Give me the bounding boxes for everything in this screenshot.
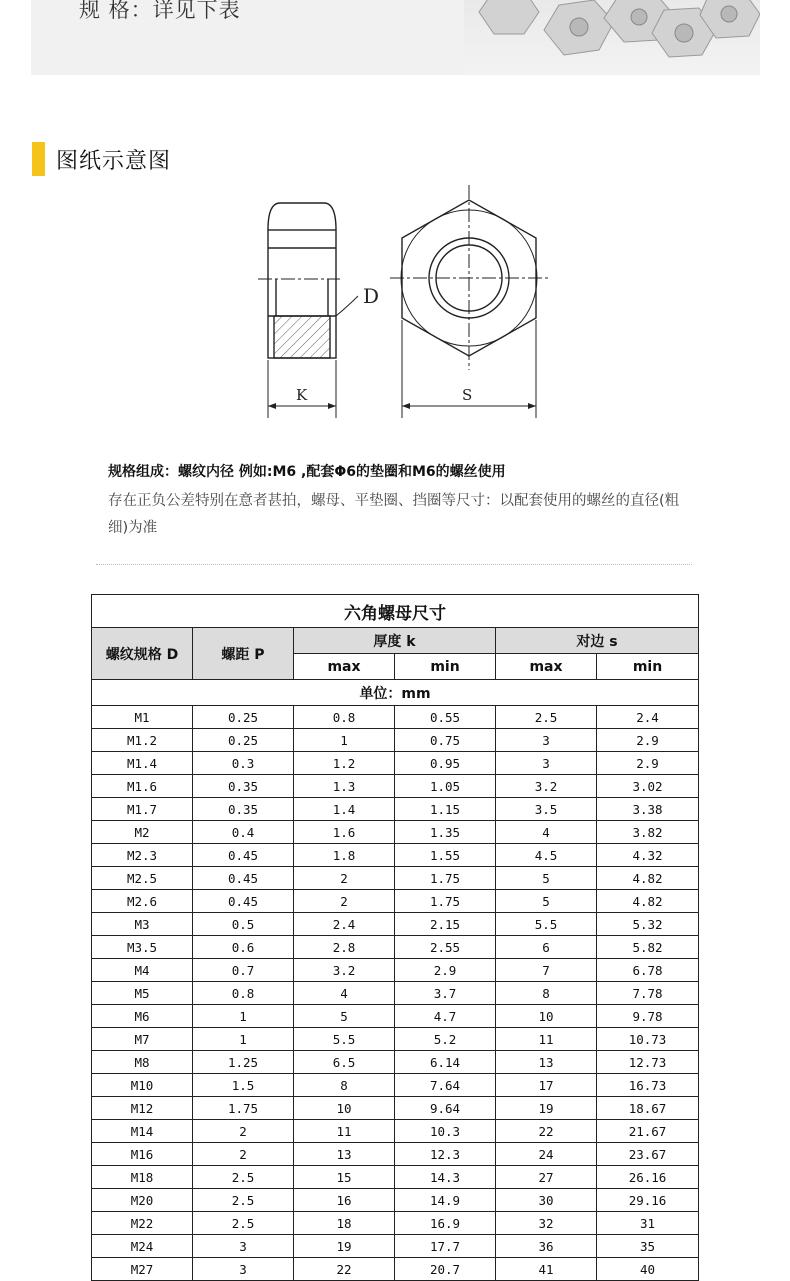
table-cell: 4.32 bbox=[597, 844, 699, 867]
table-cell: 0.8 bbox=[193, 982, 294, 1005]
table-cell: 35 bbox=[597, 1235, 699, 1258]
table-cell: 2 bbox=[294, 867, 395, 890]
table-cell: M2 bbox=[92, 821, 193, 844]
table-cell: 5.5 bbox=[496, 913, 597, 936]
table-cell: 5.5 bbox=[294, 1028, 395, 1051]
table-cell: 15 bbox=[294, 1166, 395, 1189]
table-cell: 10.73 bbox=[597, 1028, 699, 1051]
table-row bbox=[92, 982, 699, 1005]
table-cell: 4.82 bbox=[597, 890, 699, 913]
table-cell: 0.45 bbox=[193, 844, 294, 867]
table-cell: M6 bbox=[92, 1005, 193, 1028]
table-cell: 12.3 bbox=[395, 1143, 496, 1166]
table-cell: 8 bbox=[496, 982, 597, 1005]
table-row bbox=[92, 1074, 699, 1097]
table-cell: 0.25 bbox=[193, 706, 294, 729]
table-cell: 10.3 bbox=[395, 1120, 496, 1143]
table-cell: M1.6 bbox=[92, 775, 193, 798]
table-cell: M12 bbox=[92, 1097, 193, 1120]
table-cell: 5 bbox=[496, 867, 597, 890]
dotted-divider bbox=[96, 564, 692, 565]
header-thread-spec: 螺纹规格 D bbox=[92, 628, 193, 680]
table-cell: 1.05 bbox=[395, 775, 496, 798]
table-cell: 0.35 bbox=[193, 798, 294, 821]
table-cell: 4 bbox=[496, 821, 597, 844]
table-row bbox=[92, 821, 699, 844]
nut-side-view bbox=[258, 203, 358, 418]
table-cell: 2 bbox=[294, 890, 395, 913]
table-cell: 4.7 bbox=[395, 1005, 496, 1028]
table-cell: 8 bbox=[294, 1074, 395, 1097]
table-cell: 1.25 bbox=[193, 1051, 294, 1074]
table-cell: M2.3 bbox=[92, 844, 193, 867]
product-banner bbox=[31, 0, 760, 75]
table-cell: 2 bbox=[193, 1120, 294, 1143]
table-cell: 0.6 bbox=[193, 936, 294, 959]
table-cell: 31 bbox=[597, 1212, 699, 1235]
table-cell: 6.5 bbox=[294, 1051, 395, 1074]
hex-nut-size-table bbox=[91, 594, 698, 1281]
table-row bbox=[92, 1028, 699, 1051]
table-cell: 13 bbox=[496, 1051, 597, 1074]
table-cell: 1.75 bbox=[395, 867, 496, 890]
table-cell: 10 bbox=[496, 1005, 597, 1028]
table-cell: 1.75 bbox=[193, 1097, 294, 1120]
table-cell: 7 bbox=[496, 959, 597, 982]
table-cell: M3 bbox=[92, 913, 193, 936]
table-row bbox=[92, 1189, 699, 1212]
table-cell: 9.78 bbox=[597, 1005, 699, 1028]
table-cell: M24 bbox=[92, 1235, 193, 1258]
header-across-flats: 对边 s bbox=[496, 628, 699, 654]
header-pitch: 螺距 P bbox=[193, 628, 294, 680]
table-row bbox=[92, 890, 699, 913]
table-cell: 11 bbox=[496, 1028, 597, 1051]
table-cell: 2.15 bbox=[395, 913, 496, 936]
table-cell: 3 bbox=[496, 729, 597, 752]
table-cell: 4.82 bbox=[597, 867, 699, 890]
table-cell: 22 bbox=[294, 1258, 395, 1281]
table-cell: 3.2 bbox=[496, 775, 597, 798]
table-cell: 3.02 bbox=[597, 775, 699, 798]
table-cell: 32 bbox=[496, 1212, 597, 1235]
table-cell: 41 bbox=[496, 1258, 597, 1281]
section-accent-bar bbox=[32, 142, 45, 176]
table-cell: 0.4 bbox=[193, 821, 294, 844]
table-cell: 20.7 bbox=[395, 1258, 496, 1281]
table-cell: 1.15 bbox=[395, 798, 496, 821]
table-cell: 1 bbox=[193, 1005, 294, 1028]
table-cell: 0.7 bbox=[193, 959, 294, 982]
table-row bbox=[92, 1166, 699, 1189]
table-row bbox=[92, 1120, 699, 1143]
table-cell: 40 bbox=[597, 1258, 699, 1281]
spec-composition-note: 规格组成：螺纹内径 例如:M6 ,配套Φ6的垫圈和M6的螺丝使用 bbox=[108, 464, 506, 480]
table-cell: 12.73 bbox=[597, 1051, 699, 1074]
table-cell: 3 bbox=[496, 752, 597, 775]
table-cell: 27 bbox=[496, 1166, 597, 1189]
section-heading bbox=[32, 142, 171, 176]
table-cell: M22 bbox=[92, 1212, 193, 1235]
hex-nut-drawing bbox=[240, 170, 560, 425]
table-cell: 2.9 bbox=[597, 729, 699, 752]
table-cell: M1.2 bbox=[92, 729, 193, 752]
table-cell: 3 bbox=[193, 1235, 294, 1258]
header-thickness: 厚度 k bbox=[294, 628, 496, 654]
nuts-photo-illustration bbox=[464, 0, 760, 75]
table-cell: 3.38 bbox=[597, 798, 699, 821]
table-cell: 3.2 bbox=[294, 959, 395, 982]
table-cell: M1 bbox=[92, 706, 193, 729]
table-cell: 18 bbox=[294, 1212, 395, 1235]
table-row bbox=[92, 1005, 699, 1028]
table-cell: 4 bbox=[294, 982, 395, 1005]
table-cell: 2.9 bbox=[395, 959, 496, 982]
table-cell: 5.82 bbox=[597, 936, 699, 959]
table-cell: 16.9 bbox=[395, 1212, 496, 1235]
table-cell: 0.45 bbox=[193, 890, 294, 913]
table-cell: 4.5 bbox=[496, 844, 597, 867]
table-row bbox=[92, 729, 699, 752]
table-cell: 5 bbox=[496, 890, 597, 913]
table-cell: 30 bbox=[496, 1189, 597, 1212]
table-row bbox=[92, 1051, 699, 1074]
table-row bbox=[92, 706, 699, 729]
table-cell: 3 bbox=[193, 1258, 294, 1281]
table-cell: 2.4 bbox=[597, 706, 699, 729]
table-cell: 6.14 bbox=[395, 1051, 496, 1074]
tolerance-note: 存在正负公差特别在意者甚拍，螺母、平垫圈、挡圈等尺寸：以配套使用的螺丝的直径(粗细)为准 bbox=[108, 493, 680, 536]
nut-front-view bbox=[390, 185, 548, 418]
table-cell: 0.8 bbox=[294, 706, 395, 729]
table-cell: M2.6 bbox=[92, 890, 193, 913]
table-cell: 5.32 bbox=[597, 913, 699, 936]
table-cell: 16 bbox=[294, 1189, 395, 1212]
table-cell: 2.55 bbox=[395, 936, 496, 959]
table-cell: M1.4 bbox=[92, 752, 193, 775]
table-title: 六角螺母尺寸 bbox=[92, 595, 699, 628]
table-cell: 2.8 bbox=[294, 936, 395, 959]
table-cell: 0.75 bbox=[395, 729, 496, 752]
table-row bbox=[92, 913, 699, 936]
table-cell: M7 bbox=[92, 1028, 193, 1051]
table-cell: 16.73 bbox=[597, 1074, 699, 1097]
table-row bbox=[92, 798, 699, 821]
table-cell: 26.16 bbox=[597, 1166, 699, 1189]
table-row bbox=[92, 959, 699, 982]
table-cell: 10 bbox=[294, 1097, 395, 1120]
table-cell: 1.35 bbox=[395, 821, 496, 844]
table-cell: 1.8 bbox=[294, 844, 395, 867]
table-cell: M1.7 bbox=[92, 798, 193, 821]
table-cell: 6 bbox=[496, 936, 597, 959]
table-cell: 29.16 bbox=[597, 1189, 699, 1212]
table-cell: 11 bbox=[294, 1120, 395, 1143]
table-cell: M20 bbox=[92, 1189, 193, 1212]
spec-line: 规 格：详见下表 bbox=[79, 0, 241, 22]
table-cell: 14.3 bbox=[395, 1166, 496, 1189]
table-cell: 1.4 bbox=[294, 798, 395, 821]
table-cell: 1.6 bbox=[294, 821, 395, 844]
table-cell: 6.78 bbox=[597, 959, 699, 982]
table-body bbox=[92, 706, 699, 1281]
header-thickness-max: max bbox=[294, 654, 395, 680]
table-cell: 0.45 bbox=[193, 867, 294, 890]
table-cell: 22 bbox=[496, 1120, 597, 1143]
table-cell: 2.9 bbox=[597, 752, 699, 775]
table-cell: 2.4 bbox=[294, 913, 395, 936]
table-cell: 2.5 bbox=[193, 1189, 294, 1212]
table-row bbox=[92, 936, 699, 959]
table-cell: 7.64 bbox=[395, 1074, 496, 1097]
table-cell: 1.3 bbox=[294, 775, 395, 798]
header-thickness-min: min bbox=[395, 654, 496, 680]
table-row bbox=[92, 1143, 699, 1166]
spec-notes bbox=[108, 460, 708, 542]
product-photo bbox=[464, 0, 760, 75]
table-cell: M18 bbox=[92, 1166, 193, 1189]
table-cell: 21.67 bbox=[597, 1120, 699, 1143]
table-cell: 0.25 bbox=[193, 729, 294, 752]
table-cell: 23.67 bbox=[597, 1143, 699, 1166]
table-row bbox=[92, 1212, 699, 1235]
table-cell: 9.64 bbox=[395, 1097, 496, 1120]
table-cell: 0.55 bbox=[395, 706, 496, 729]
table-cell: 0.5 bbox=[193, 913, 294, 936]
table-row bbox=[92, 1258, 699, 1281]
table-cell: M3.5 bbox=[92, 936, 193, 959]
table-row bbox=[92, 867, 699, 890]
table-cell: 1.5 bbox=[193, 1074, 294, 1097]
table-cell: M10 bbox=[92, 1074, 193, 1097]
table-cell: M16 bbox=[92, 1143, 193, 1166]
label-s: S bbox=[462, 386, 473, 404]
label-d: D bbox=[363, 284, 380, 308]
table-cell: 1 bbox=[193, 1028, 294, 1051]
table-row bbox=[92, 1235, 699, 1258]
label-k: K bbox=[296, 386, 308, 404]
table-cell: M2.5 bbox=[92, 867, 193, 890]
table-cell: 18.67 bbox=[597, 1097, 699, 1120]
unit-row: 单位：mm bbox=[92, 680, 699, 706]
table-cell: 17 bbox=[496, 1074, 597, 1097]
table-cell: 1.2 bbox=[294, 752, 395, 775]
table-cell: 1.55 bbox=[395, 844, 496, 867]
table-cell: 0.3 bbox=[193, 752, 294, 775]
table-cell: 2 bbox=[193, 1143, 294, 1166]
table-cell: M4 bbox=[92, 959, 193, 982]
table-cell: M27 bbox=[92, 1258, 193, 1281]
table-cell: M14 bbox=[92, 1120, 193, 1143]
table-cell: 5.2 bbox=[395, 1028, 496, 1051]
section-title: 图纸示意图 bbox=[56, 148, 172, 174]
table-cell: M5 bbox=[92, 982, 193, 1005]
table-cell: 1.75 bbox=[395, 890, 496, 913]
table-cell: 13 bbox=[294, 1143, 395, 1166]
table-cell: 2.5 bbox=[193, 1166, 294, 1189]
table-cell: 17.7 bbox=[395, 1235, 496, 1258]
table-cell: 36 bbox=[496, 1235, 597, 1258]
header-across-min: min bbox=[597, 654, 699, 680]
table-cell: 1 bbox=[294, 729, 395, 752]
table-row bbox=[92, 1097, 699, 1120]
header-across-max: max bbox=[496, 654, 597, 680]
table-cell: 2.5 bbox=[496, 706, 597, 729]
table-cell: 24 bbox=[496, 1143, 597, 1166]
table-cell: 3.7 bbox=[395, 982, 496, 1005]
table-cell: 0.35 bbox=[193, 775, 294, 798]
table-row bbox=[92, 844, 699, 867]
table-cell: 2.5 bbox=[193, 1212, 294, 1235]
table-cell: 19 bbox=[496, 1097, 597, 1120]
table-cell: 3.5 bbox=[496, 798, 597, 821]
table-cell: 7.78 bbox=[597, 982, 699, 1005]
table-cell: 3.82 bbox=[597, 821, 699, 844]
table-cell: 14.9 bbox=[395, 1189, 496, 1212]
table-row bbox=[92, 752, 699, 775]
table-cell: 0.95 bbox=[395, 752, 496, 775]
table-row bbox=[92, 775, 699, 798]
table-cell: 19 bbox=[294, 1235, 395, 1258]
table-cell: 5 bbox=[294, 1005, 395, 1028]
table-cell: M8 bbox=[92, 1051, 193, 1074]
